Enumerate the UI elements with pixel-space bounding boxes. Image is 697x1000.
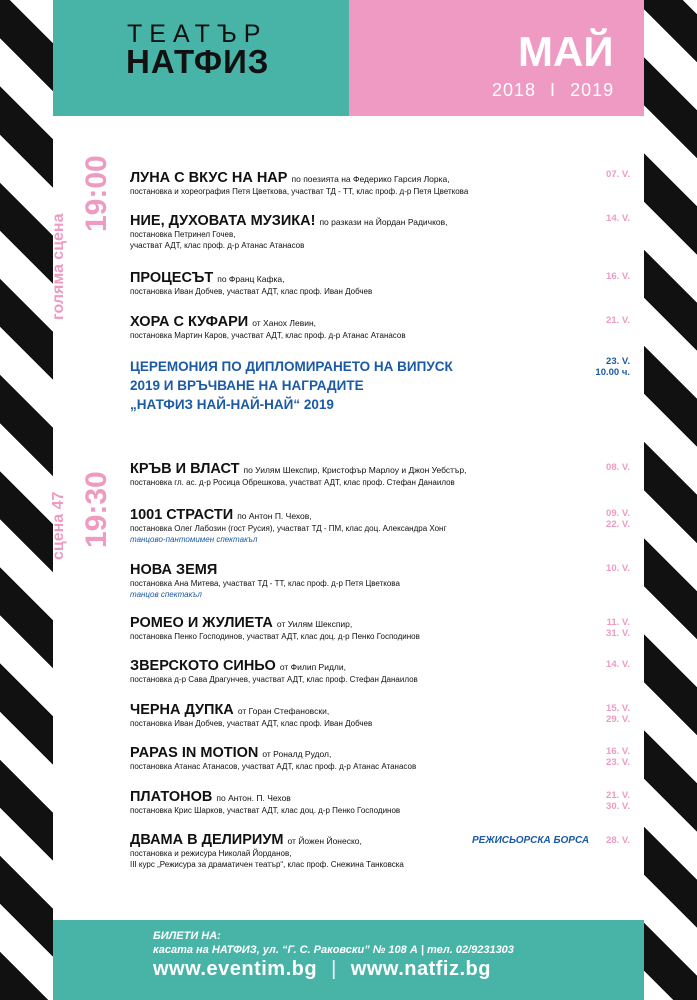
event-papas xyxy=(130,745,580,772)
ceremony-datetime xyxy=(595,356,630,378)
event-title: ХОРА С КУФАРИ xyxy=(130,314,249,330)
event-credits: постановка Ана Митева, участват ТД - ТТ, клас проф. д-р Петя Цветкова xyxy=(130,579,400,588)
event-date: 28. V. xyxy=(606,835,630,846)
event-title: КРЪВ И ВЛАСТ xyxy=(130,461,240,477)
event-title: РОМЕО И ЖУЛИЕТА xyxy=(130,615,273,631)
event-author: по Антон П. Чехов, xyxy=(237,511,312,521)
tickets-label: БИЛЕТИ НА: xyxy=(153,930,221,942)
event-author: от Ханох Левин, xyxy=(252,318,317,328)
event-credits: постановка и хореография Петя Цветкова, участват ТД - ТТ, клас проф. д-р Петя Цветкова xyxy=(130,187,469,196)
event-credits: постановка Мартин Каров, участват АДТ, клас проф. д-р Атанас Атанасов xyxy=(130,331,406,340)
event-genre: танцово-пантомимен спектакъл xyxy=(130,535,258,544)
event-1001 xyxy=(130,507,580,545)
event-date: 16. V. xyxy=(606,271,630,282)
event-luna xyxy=(130,170,580,197)
event-date: 14. V. xyxy=(606,659,630,670)
theatre-name: НАТФИЗ xyxy=(126,43,270,80)
event-date: 10. V. xyxy=(606,563,630,574)
event-credits: постановка Атанас Атанасов, участват АДТ, клас проф. д-р Атанас Атанасов xyxy=(130,762,417,771)
event-credits: постановка д-р Сава Драгунчев, участват АДТ, клас проф. Стефан Данаилов xyxy=(130,675,418,684)
eventim-link[interactable]: www.eventim.bg xyxy=(153,958,318,980)
event-credits: III курс „Режисура за драматичен театър“, клас проф. Снежина Танковска xyxy=(130,860,404,869)
ceremony-line: ЦЕРЕМОНИЯ ПО ДИПЛОМИРАНЕТО НА ВИПУСК xyxy=(130,359,453,374)
event-author: по Уилям Шекспир, Кристофър Марлоу и Джон Уебстър, xyxy=(243,465,467,475)
event-credits: постановка Пенко Господинов, участват АДТ, клас доц. д-р Пенко Господинов xyxy=(130,632,420,641)
event-author: от Йожен Йонеско, xyxy=(287,836,362,846)
main-stage-label: голяма сцена xyxy=(50,213,67,320)
event-procesat xyxy=(130,270,580,297)
event-credits: постановка Иван Добчев, участват АДТ, клас проф. Иван Добчев xyxy=(130,287,373,296)
event-date: 21. V. xyxy=(606,315,630,326)
year-end: 2019 xyxy=(570,80,615,100)
event-credits: постановка и режисура Николай Йорданов, xyxy=(130,849,292,858)
event-dates: 21. V. 30. V. xyxy=(606,790,630,812)
event-genre: танцов спектакъл xyxy=(130,590,202,599)
box-office-info: касата на НАТФИЗ, ул. “Г. С. Раковски” № 108 А | тел. 02/9231303 xyxy=(153,944,514,956)
event-author: по Антон. П. Чехов xyxy=(216,793,291,803)
event-author: от Роналд Рудол, xyxy=(262,749,332,759)
season-years xyxy=(492,80,614,101)
event-author: от Филип Ридли, xyxy=(279,662,346,672)
event-title: ПРОЦЕСЪТ xyxy=(130,270,214,286)
event-romeo xyxy=(130,615,580,642)
event-hora xyxy=(130,314,580,341)
event-title: НОВА ЗЕМЯ xyxy=(130,562,218,578)
event-author: по Франц Кафка, xyxy=(217,274,285,284)
event-dates: 09. V. 22. V. xyxy=(606,508,630,530)
event-dates: 16. V. 23. V. xyxy=(606,746,630,768)
event-date: 14. V. xyxy=(606,213,630,224)
event-credits: постановка Петринел Гочев, xyxy=(130,230,236,239)
event-title: 1001 СТРАСТИ xyxy=(130,507,234,523)
event-title: PAPAS IN MOTION xyxy=(130,745,259,761)
event-date: 08. V. xyxy=(606,462,630,473)
event-credits: постановка гл. ас. д-р Росица Обрешкова, участват АДТ, клас проф. Стефан Данаилов xyxy=(130,478,455,487)
natfiz-link[interactable]: www.natfiz.bg xyxy=(350,958,491,980)
ceremony-time: 10.00 ч. xyxy=(595,367,630,378)
event-credits: постановка Олег Лабозин (гост Русия), участват ТД - ПМ, клас доц. Александра Хонг xyxy=(130,524,447,533)
event-platonov xyxy=(130,789,580,816)
ceremony-line: „НАТФИЗ НАЙ-НАЙ-НАЙ“ 2019 xyxy=(130,397,334,412)
ceremony-line: 2019 И ВРЪЧВАНЕ НА НАГРАДИТЕ xyxy=(130,378,364,393)
event-duhovata xyxy=(130,213,580,251)
event-title: ЗВЕРСКОТО СИНЬО xyxy=(130,658,276,674)
footer xyxy=(53,920,644,1000)
event-dates: 11. V. 31. V. xyxy=(606,617,630,639)
event-krav xyxy=(130,461,580,488)
stage47-time: 19:30 xyxy=(80,471,113,548)
event-zversko xyxy=(130,658,580,685)
event-credits: постановка Иван Добчев, участват АДТ, клас проф. Иван Добчев xyxy=(130,719,373,728)
websites xyxy=(153,958,491,981)
event-author: по разкази на Йордан Радичков, xyxy=(319,217,448,227)
event-author: по поезията на Федерико Гарсия Лорка, xyxy=(291,174,450,184)
event-author: от Горан Стефановски, xyxy=(237,706,330,716)
event-title: ДВАМА В ДЕЛИРИУМ xyxy=(130,832,284,848)
ceremony-title xyxy=(130,357,460,414)
stage47-label: сцена 47 xyxy=(50,491,67,560)
main-stage-time: 19:00 xyxy=(80,155,113,232)
event-title: НИЕ, ДУХОВАТА МУЗИКА! xyxy=(130,213,316,229)
event-title: ЧЕРНА ДУПКА xyxy=(130,702,234,718)
year-start: 2018 xyxy=(492,80,537,100)
year-separator: I xyxy=(550,80,557,100)
month-title: МАЙ xyxy=(518,28,614,75)
event-cherna-dupka xyxy=(130,702,580,729)
event-date: 07. V. xyxy=(606,169,630,180)
event-dates: 15. V. 29. V. xyxy=(606,703,630,725)
ceremony-date: 23. V. xyxy=(606,356,630,367)
site-separator: | xyxy=(331,958,337,980)
event-credits: участват АДТ, клас проф. д-р Атанас Атанасов xyxy=(130,241,305,250)
theatre-label: ТЕАТЪР xyxy=(127,20,268,48)
event-author: от Уилям Шекспир, xyxy=(276,619,353,629)
event-title: ПЛАТОНОВ xyxy=(130,789,213,805)
event-credits: постановка Крис Шарков, участват АДТ, клас доц. д-р Пенко Господинов xyxy=(130,806,401,815)
event-title: ЛУНА С ВКУС НА НАР xyxy=(130,170,288,186)
director-market-label: РЕЖИСЬОРСКА БОРСА xyxy=(472,835,590,846)
event-nova-zemya xyxy=(130,562,580,600)
